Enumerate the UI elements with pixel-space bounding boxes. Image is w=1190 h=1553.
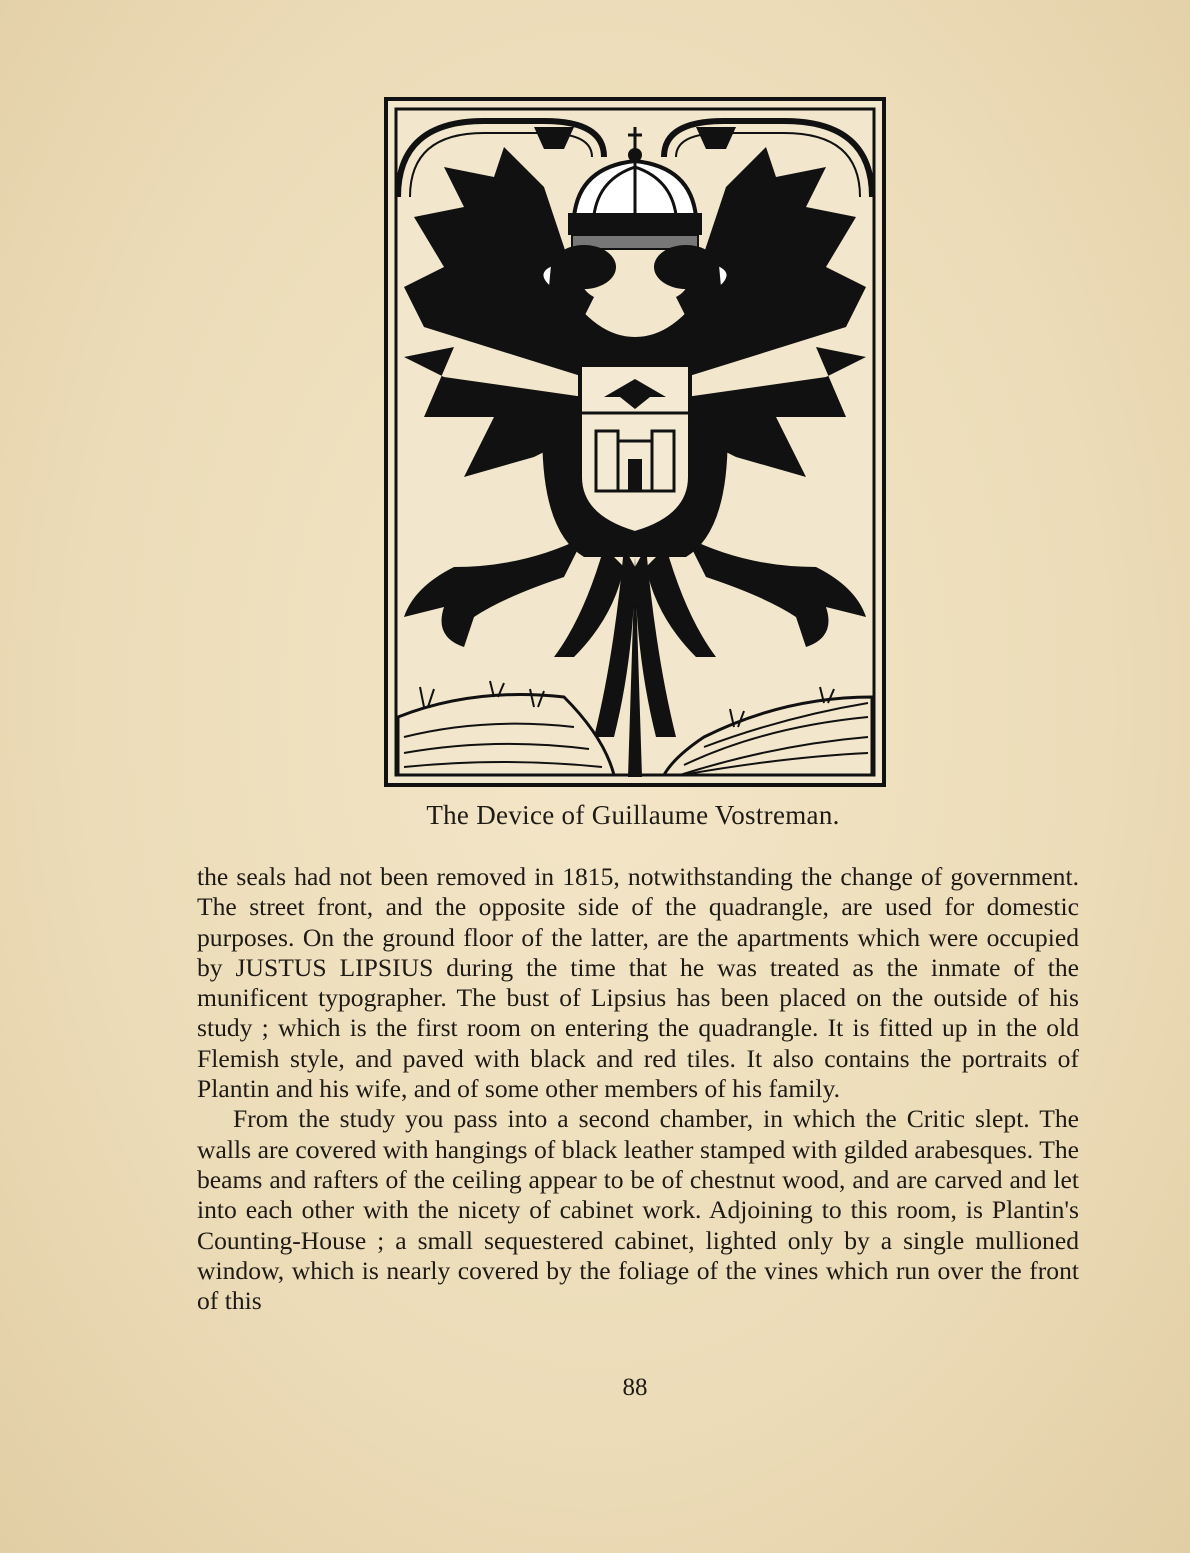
paragraph: the seals had not been removed in 1815, notwithstanding the change of government. The street front, and the opposite side of the quadrangle, are used for domestic purposes. On the ground floor of the latter, are the apartments which were occupied by JUSTUS LIPSIUS during the time that he was treated as the inmate of the munificent typographer. The bust of Lipsius has been placed on the outside of his study ; which is the first room on entering the quadrangle. It is fitted up in the old Flemish style, and paved with black and red tiles. It also contains the portraits of Plantin and his wife, and of some other members of his family. (197, 862, 1079, 1104)
woodcut-printer-device (384, 97, 886, 787)
body-text (197, 862, 1079, 1316)
paragraph: From the study you pass into a second chamber, in which the Critic slept. The walls are covered with hangings of black leather stamped with gilded arabesques. The beams and rafters of the ceiling appear to be of chestnut wood, and are carved and let into each other with the nicety of cabinet work. Adjoining to this room, is Plantin's Counting-House ; a small sequestered cabinet, lighted only by a single mullioned window, which is nearly covered by the foliage of the vines which run over the front of this (197, 1104, 1079, 1316)
page-number: 88 (622, 1374, 648, 1401)
figure-caption: The Device of Guillaume Vostreman. (426, 800, 840, 830)
